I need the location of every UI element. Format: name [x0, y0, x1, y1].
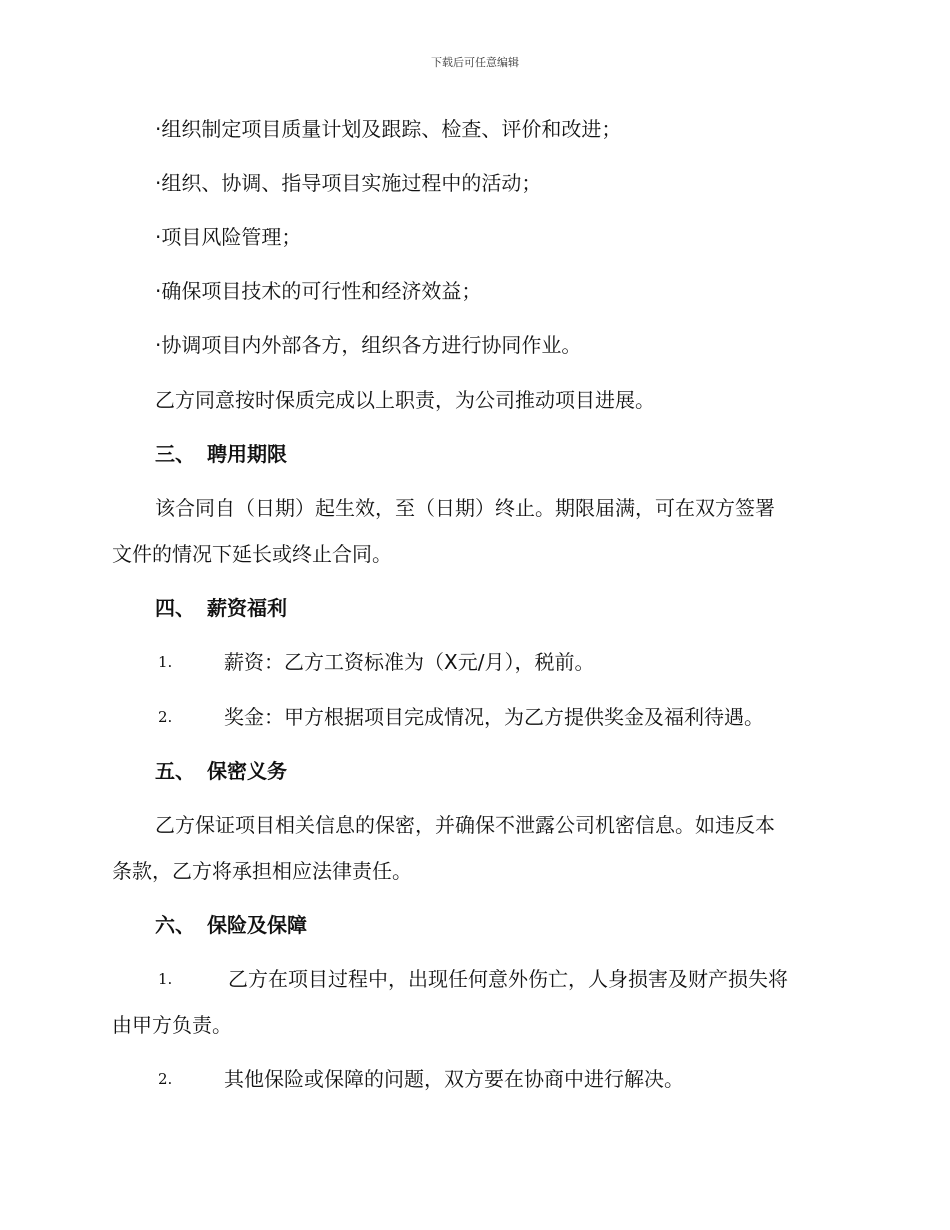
item-number: 1.: [158, 653, 173, 671]
section3-paragraph-line: 文件的情况下延长或终止合同。: [112, 542, 392, 566]
item-number: 2.: [158, 708, 173, 726]
item-text: 薪资：乙方工资标准为（X元/月），税前。: [224, 650, 595, 674]
bullet-item: ·组织、协调、指导项目实施过程中的活动；: [155, 171, 542, 195]
numbered-item: [158, 965, 788, 993]
bullet-item: ·项目风险管理；: [155, 225, 302, 249]
section-number: 四、: [155, 596, 195, 620]
item-text: 其他保险或保障的问题，双方要在协商中进行解决。: [224, 1067, 684, 1091]
bullet-item: ·组织制定项目质量计划及跟踪、检查、评价和改进；: [155, 117, 622, 141]
section-heading: [155, 440, 287, 468]
numbered-item: [158, 703, 764, 731]
section-title: 聘用期限: [207, 442, 287, 466]
bullet-item: ·确保项目技术的可行性和经济效益；: [155, 279, 482, 303]
section5-paragraph-line: 条款，乙方将承担相应法律责任。: [112, 859, 412, 883]
section-number: 三、: [155, 442, 195, 466]
page-header: 下载后可任意编辑: [431, 56, 519, 69]
section-number: 五、: [155, 759, 195, 783]
section-heading: [155, 911, 307, 939]
section-title: 保险及保障: [207, 913, 307, 937]
bullet-item: ·协调项目内外部各方，组织各方进行协同作业。: [155, 333, 582, 357]
section-title: 保密义务: [207, 759, 287, 783]
numbered-item: [158, 1065, 684, 1093]
numbered-item-continuation: 由甲方负责。: [112, 1013, 232, 1037]
item-number: 2.: [158, 1070, 173, 1088]
agree-paragraph: 乙方同意按时保质完成以上职责，为公司推动项目进展。: [155, 388, 655, 412]
item-text: 乙方在项目过程中，出现任何意外伤亡，人身损害及财产损失将: [228, 967, 788, 991]
section-heading: [155, 594, 287, 622]
item-text: 奖金：甲方根据项目完成情况，为乙方提供奖金及福利待遇。: [224, 705, 764, 729]
section-title: 薪资福利: [207, 596, 287, 620]
section-heading: [155, 757, 287, 785]
section-number: 六、: [155, 913, 195, 937]
item-number: 1.: [158, 970, 173, 988]
numbered-item: [158, 648, 594, 676]
section3-paragraph-line: 该合同自（日期）起生效，至（日期）终止。期限届满，可在双方签署: [155, 496, 775, 520]
section5-paragraph-line: 乙方保证项目相关信息的保密，并确保不泄露公司机密信息。如违反本: [155, 813, 775, 837]
